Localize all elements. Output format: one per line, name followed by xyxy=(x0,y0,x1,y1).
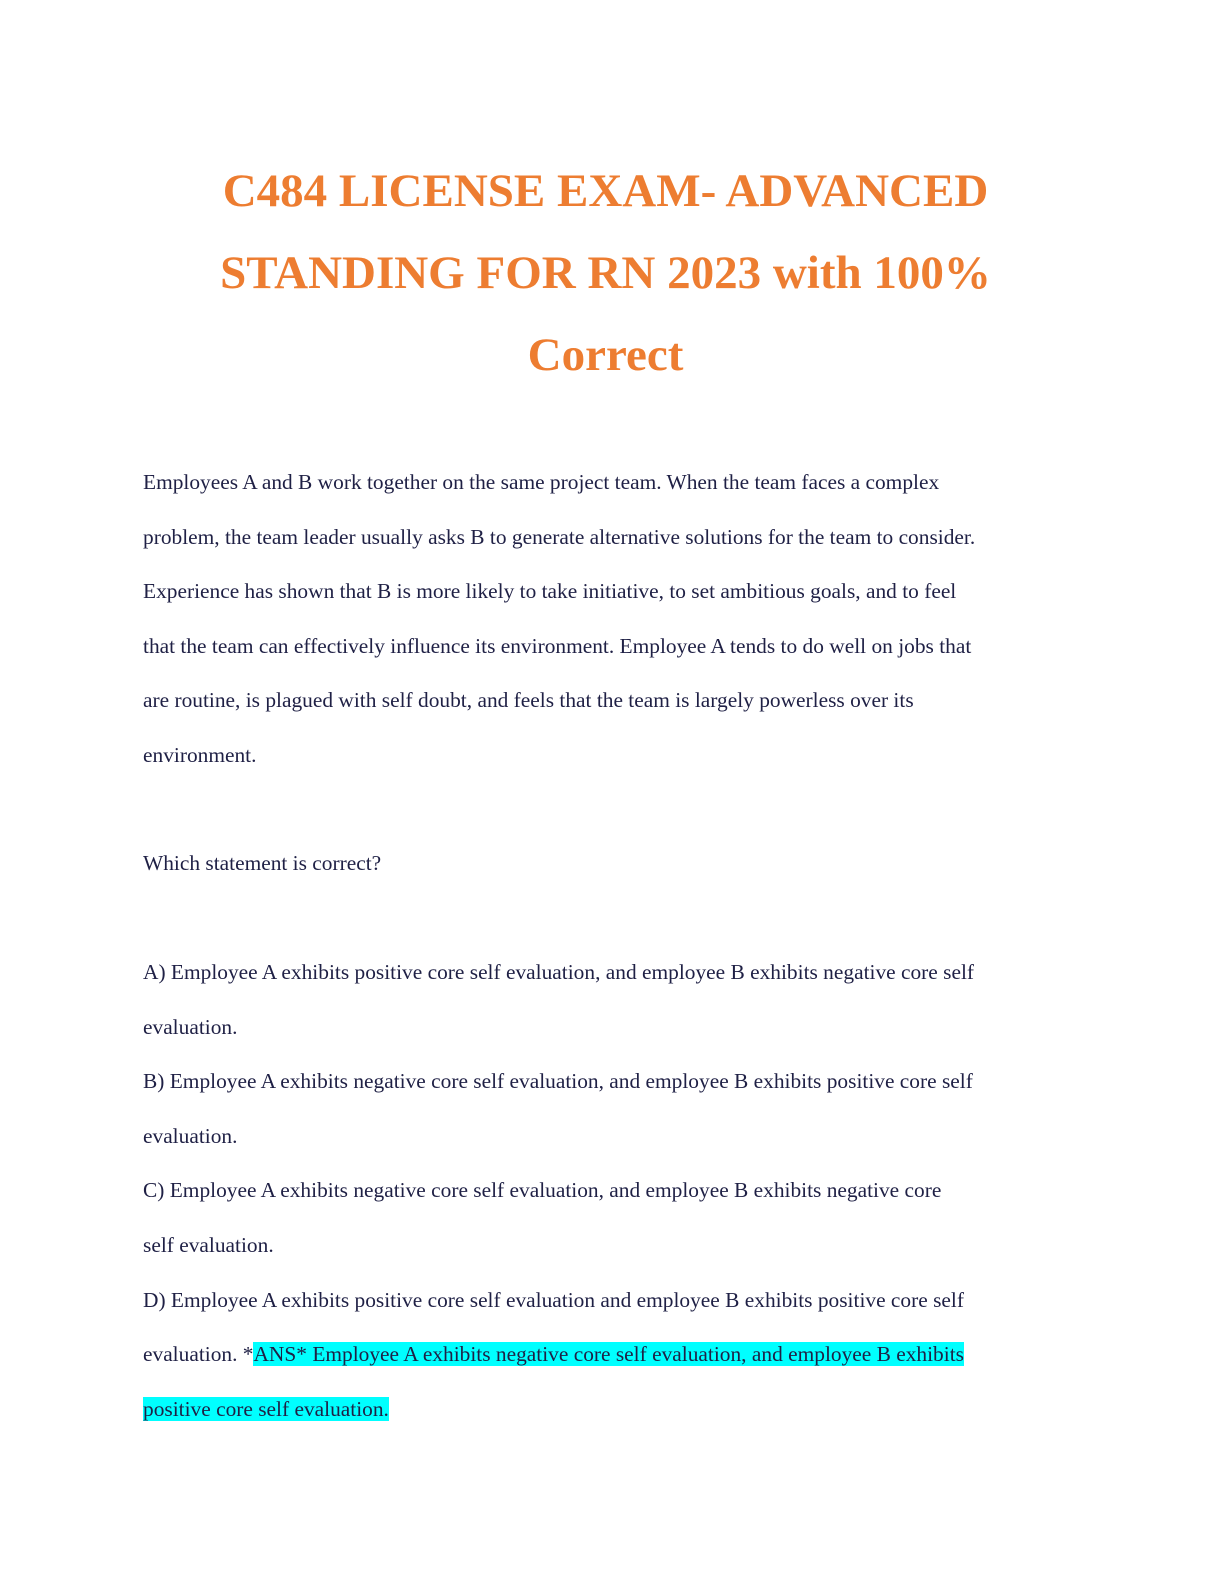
scenario-line: environment. xyxy=(143,742,257,767)
answer-highlight-1: ANS* Employee A exhibits negative core self evaluation, and employee B exhibits xyxy=(253,1342,964,1367)
option-d-line-end: evaluation. * xyxy=(143,1342,254,1367)
scenario-line: Employees A and B work together on the same project team. When the team faces a complex xyxy=(143,470,940,494)
option-c-line: C) Employee A exhibits negative core self evaluation, and employee B exhibits negative core xyxy=(143,1178,942,1203)
title-line-2: STANDING FOR RN 2023 with 100% xyxy=(220,247,991,299)
scenario-line: problem, the team leader usually asks B to generate alternative solutions for the team to consider. xyxy=(143,524,976,549)
scenario-line: Experience has shown that B is more likely to take initiative, to set ambitious goals, and to feel xyxy=(143,579,957,604)
option-b-line: B) Employee A exhibits negative core self evaluation, and employee B exhibits positive core self xyxy=(143,1069,973,1094)
answer-line-2 xyxy=(143,1382,1093,1437)
option-d-line: D) Employee A exhibits positive core self evaluation and employee B exhibits positive core self xyxy=(143,1287,964,1312)
option-d-answer-line xyxy=(143,1327,1093,1382)
answer-options xyxy=(143,945,1093,1436)
scenario-line: that the team can effectively influence its environment. Employee A tends to do well on jobs that xyxy=(143,633,972,658)
option-a-line: evaluation. xyxy=(143,1014,238,1039)
document-title xyxy=(143,150,1068,396)
title-line-3: Correct xyxy=(527,329,684,381)
question-line: Which statement is correct? xyxy=(143,851,382,875)
title-line-1: C484 LICENSE EXAM- ADVANCED xyxy=(222,165,989,217)
answer-highlight-2: positive core self evaluation. xyxy=(143,1396,389,1421)
option-a-line: A) Employee A exhibits positive core self evaluation, and employee B exhibits negative core self xyxy=(143,960,975,984)
scenario-paragraph xyxy=(143,455,1093,783)
option-b-line: evaluation. xyxy=(143,1123,238,1148)
option-c-line: self evaluation. xyxy=(143,1232,274,1257)
question-text xyxy=(143,836,1093,891)
scenario-line: are routine, is plagued with self doubt, and feels that the team is largely powerless over its xyxy=(143,688,914,713)
